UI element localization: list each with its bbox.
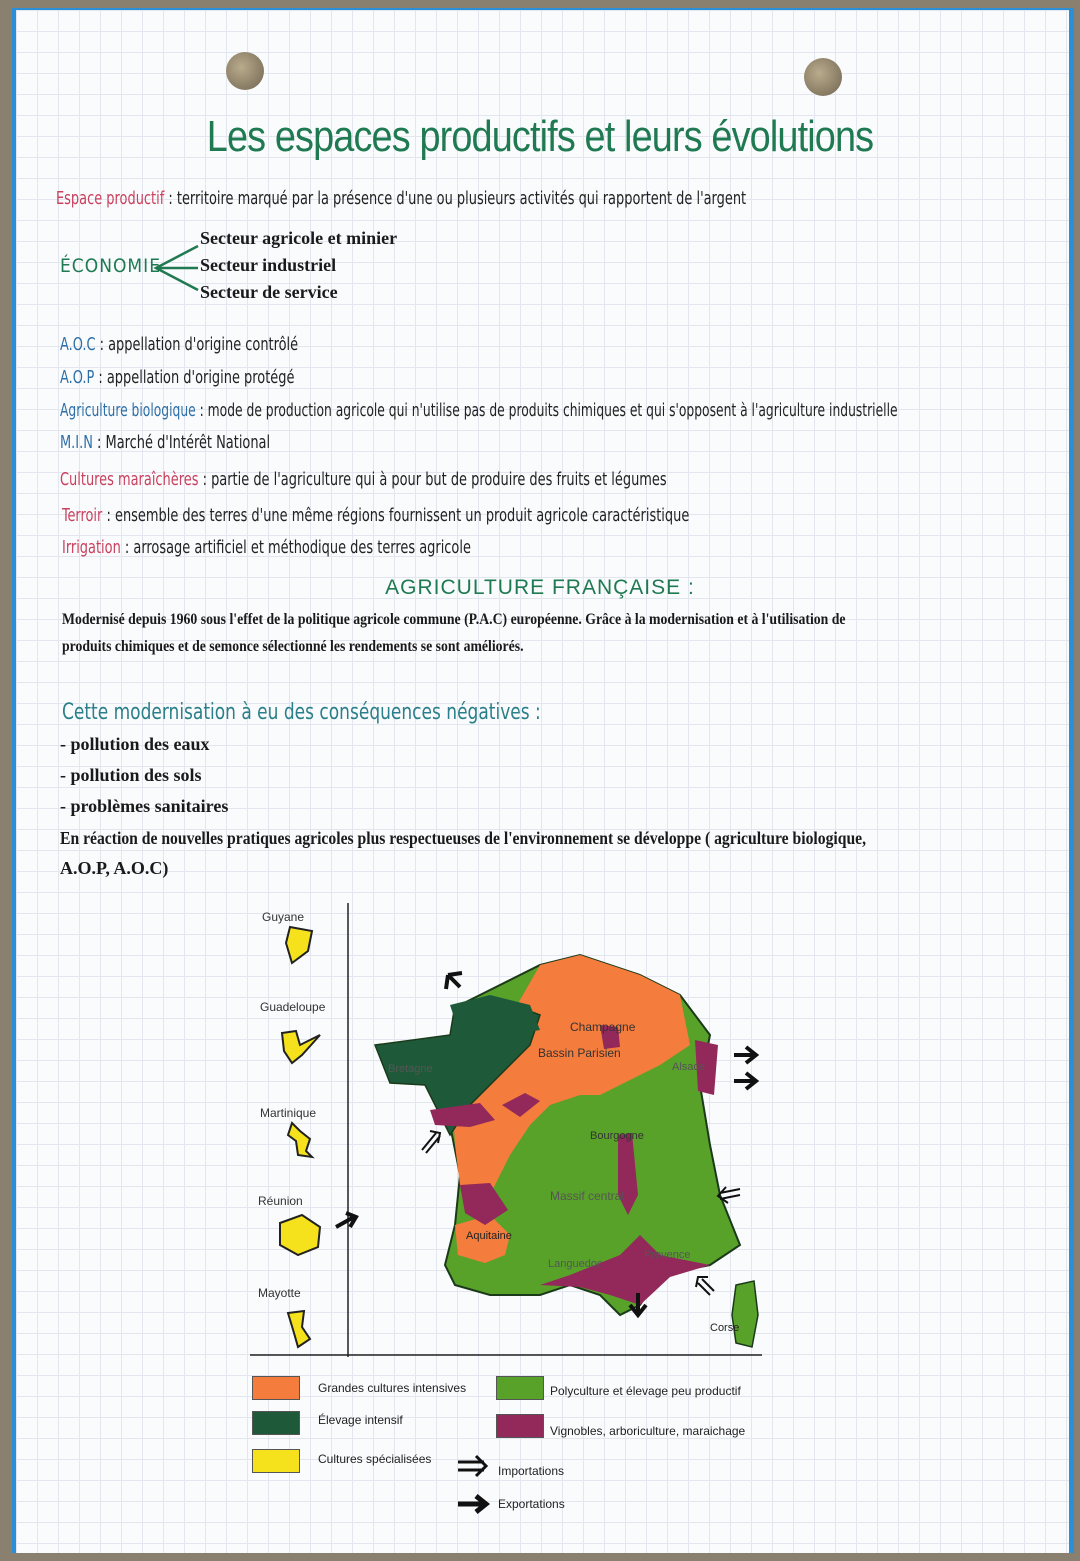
consequence-item: - pollution des sols [60,765,202,785]
glossary-def: : appellation d'origine protégé [98,367,295,388]
glossary-agriculture-biologique [60,400,1080,421]
export-arrow-icon [734,1073,756,1089]
legend-swatch-light-green [496,1376,544,1400]
definition-text: : territoire marqué par la présence d'une ou plusieurs activités qui rapportent de l'argent [168,188,747,209]
definition-espace-productif [56,188,919,209]
glossary-term: A.O.P [60,367,95,388]
glossary-aoc [60,334,358,355]
agriculture-heading: AGRICULTURE FRANÇAISE : [385,576,695,599]
territory-guadeloupe: Guadeloupe [260,1000,326,1014]
region-aquitaine: Aquitaine [466,1230,512,1242]
territory-reunion: Réunion [258,1194,303,1208]
region-corse: Corse [710,1322,740,1334]
mayotte-shape [288,1311,310,1347]
page-title: Les espaces productifs et leurs évolutions [206,112,874,161]
reunion-shape [280,1215,320,1255]
glossary-term: Terroir [62,505,103,526]
export-arrow-icon [734,1047,756,1063]
legend-swatch-purple [496,1414,544,1438]
reaction-line2: A.O.P, A.O.C) [60,858,169,878]
legend-cultures-specialisees: Cultures spécialisées [318,1452,432,1466]
glossary-term: A.O.C [60,334,96,355]
reaction-line1: En réaction de nouvelles pratiques agricoles plus respectueuses de l'environnement se développe ( agriculture biologique, [60,828,867,848]
sector-service: Secteur de service [200,282,338,302]
france-agriculture-map [240,895,780,1535]
economie-arrow-icon [150,242,202,294]
definition-term: Espace productif [56,188,165,209]
glossary-terroir [62,505,846,526]
legend-swatch-dark-green [252,1411,300,1435]
corse-shape [732,1281,758,1347]
sector-agricole: Secteur agricole et minier [200,228,398,248]
punch-hole-right [804,58,842,96]
import-arrow-icon [696,1277,714,1295]
legend-swatch-yellow [252,1449,300,1473]
export-arrow-icon [458,1496,486,1512]
glossary-def: : partie de l'agriculture qui à pour but de produire des fruits et légumes [202,469,667,490]
territory-mayotte: Mayotte [258,1286,301,1300]
legend-polyculture: Polyculture et élevage peu productif [550,1384,741,1398]
glossary-aop [60,367,353,388]
glossary-def: : appellation d'origine contrôlé [99,334,299,355]
region-bassin-parisien: Bassin Parisien [538,1046,621,1060]
glossary-term: M.I.N [60,432,93,453]
glossary-term: Agriculture biologique [60,400,196,421]
legend-arrows [454,1452,494,1522]
consequence-item: - problèmes sanitaires [60,796,229,816]
legend-importations: Importations [498,1464,565,1478]
region-languedoc: Languedoc [548,1258,603,1270]
import-arrow-icon [458,1456,486,1476]
territory-martinique: Martinique [260,1106,317,1120]
region-bourgogne: Bourgogne [590,1130,644,1142]
glossary-term: Irrigation [62,537,121,558]
legend-swatch-orange [252,1376,300,1400]
glossary-irrigation [62,537,573,558]
agriculture-paragraph-line2: produits chimiques et de semonce sélectionné les rendements se sont améliorés. [62,638,524,655]
consequences-heading: Cette modernisation à eu des conséquences négatives : [62,700,541,725]
glossary-cultures-maraicheres [60,469,818,490]
glossary-def: : ensemble des terres d'une même régions fournissent un produit agricole caractéristique [106,505,690,526]
guadeloupe-shape [282,1031,320,1063]
legend-vignobles: Vignobles, arboriculture, maraichage [550,1424,746,1438]
region-massif-central: Massif central [550,1189,625,1203]
sector-industriel: Secteur industriel [200,255,337,275]
export-arrow-icon [336,1213,356,1227]
punch-hole-left [226,52,264,90]
guyane-shape [286,927,312,963]
glossary-def: : mode de production agricole qui n'utilise pas de produits chimiques et qui s'opposent à l'agriculture industrielle [199,400,898,421]
territory-guyane: Guyane [262,910,305,924]
legend-grandes-cultures: Grandes cultures intensives [318,1381,467,1395]
legend-elevage: Élevage intensif [318,1413,403,1427]
glossary-term: Cultures maraîchères [60,469,199,490]
glossary-min [60,432,323,453]
martinique-shape [288,1123,312,1157]
import-arrow-icon [422,1131,440,1153]
agriculture-paragraph-line1: Modernisé depuis 1960 sous l'effet de la politique agricole commune (P.A.C) européenne. Grâce à la modernisation et à l'utilisation de [62,611,846,628]
economie-label: ÉCONOMIE [60,255,162,277]
glossary-def: : Marché d'Intérêt National [97,432,271,453]
legend-exportations: Exportations [498,1497,565,1511]
region-champagne: Champagne [570,1020,636,1034]
consequence-item: - pollution des eaux [60,734,210,754]
glossary-def: : arrosage artificiel et méthodique des terres agricole [124,537,471,558]
region-bretagne: Bretagne [388,1063,433,1075]
region-alsace: Alsace [672,1061,706,1073]
region-provence: Provence [644,1249,691,1261]
export-arrow-icon [446,973,462,989]
